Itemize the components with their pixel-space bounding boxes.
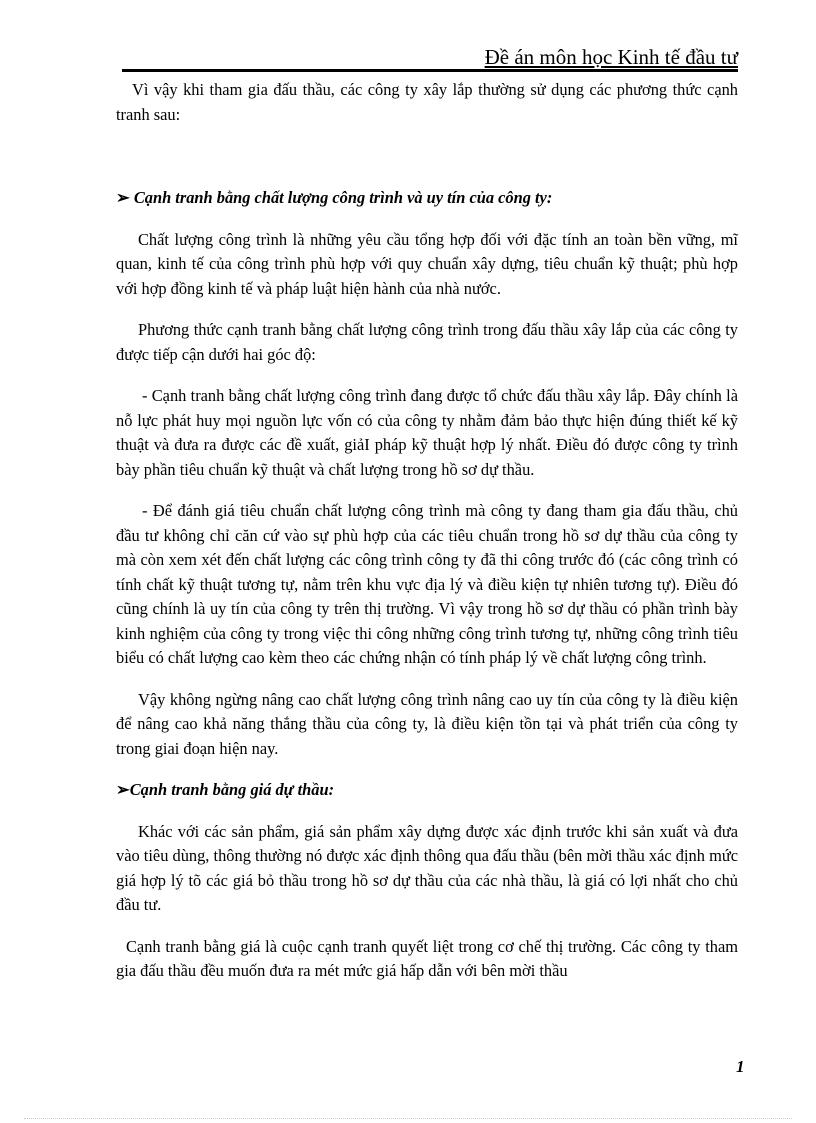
arrow-bullet-icon: ➢ bbox=[116, 188, 130, 207]
document-title: Đề án môn học Kinh tế đầu tư bbox=[484, 45, 738, 69]
paragraph: - Để đánh giá tiêu chuẩn chất lượng công trình mà công ty đang tham gia đấu thầu, chủ đầu tư không chỉ căn cứ vào sự phù hợp của các tiêu chuẩn trong hồ sơ dự thầu của công ty mà còn xem xét đến chất lượng các công trình công ty đã thi công trước đó (các công trình có tính chất kỹ thuật tương tự, nằm trên khu vực địa lý và điều kiện tự nhiên tương tự). Điều đó cũng chính là uy tín của công ty trên thị trường. Vì vậy trong hồ sơ dự thầu có phần trình bày kinh nghiệm của công ty trong việc thi công những công trình tương tự, những công trình tiêu biểu có chất lượng cao kèm theo các chứng nhận có tính pháp lý về chất lượng công trình. bbox=[116, 501, 738, 667]
header-rule bbox=[122, 69, 738, 72]
paragraph: - Cạnh tranh bằng chất lượng công trình đang được tổ chức đấu thầu xây lắp. Đây chính là nỗ lực phát huy mọi nguồn lực vốn có của công ty nhằm đảm bảo thực hiện đúng thiết kế kỹ thuật và đưa ra được các đề xuất, giảI pháp kỹ thuật hợp lý nhất. Điều đó được công ty trình bày phần tiêu chuẩn kỹ thuật và chất lượng trong hồ sơ dự thầu. bbox=[116, 386, 738, 479]
intro-paragraph: Vì vậy khi tham gia đấu thầu, các công ty xây lắp thường sử dụng các phương thức cạnh tranh sau: bbox=[116, 80, 738, 124]
paragraph: Chất lượng công trình là những yêu cầu tổng hợp đối với đặc tính an toàn bền vững, mĩ quan, kinh tế của công trình phù hợp với quy chuẩn xây dựng, tiêu chuẩn kỹ thuật; phù hợp với hợp đồng kinh tế và pháp luật hiện hành của nhà nước. bbox=[116, 229, 738, 298]
page-bottom-dotted-line bbox=[24, 1118, 792, 1119]
paragraph: Phương thức cạnh tranh bằng chất lượng công trình trong đấu thầu xây lắp của các công ty được tiếp cận dưới hai góc độ: bbox=[116, 320, 738, 364]
arrow-bullet-icon: ➢ bbox=[116, 780, 130, 799]
paragraph: Khác với các sản phẩm, giá sản phẩm xây dựng được xác định trước khi sản xuất và đưa vào tiêu dùng, thông thường nó được xác định thông qua đấu thầu (bên mời thầu xác định mức giá hợp lý tõ các giá bỏ thầu trong hồ sơ dự thầu của các nhà thầu, là giá có lợi nhất cho chủ đầu tư. bbox=[116, 821, 738, 914]
paragraph: Cạnh tranh bằng giá là cuộc cạnh tranh quyết liệt trong cơ chế thị trường. Các công ty tham gia đấu thầu đều muốn đưa ra mét mức giá hấp dẫn với bên mời thầu bbox=[116, 936, 738, 980]
section-heading-quality bbox=[116, 186, 738, 211]
section-heading-price bbox=[116, 778, 738, 803]
page-content bbox=[116, 76, 738, 984]
page-number: 1 bbox=[736, 1057, 745, 1076]
section-heading-price-text: Cạnh tranh bằng giá dự thầu: bbox=[129, 780, 335, 799]
paragraph: Vậy không ngừng nâng cao chất lượng công trình nâng cao uy tín của công ty là điều kiện để nâng cao khả năng thắng thầu của công ty, là điều kiện tồn tại và phát triển của công ty trong giai đoạn hiện nay. bbox=[116, 689, 738, 758]
section-heading-quality-text: Cạnh tranh bằng chất lượng công trình và uy tín của công ty: bbox=[133, 188, 553, 207]
